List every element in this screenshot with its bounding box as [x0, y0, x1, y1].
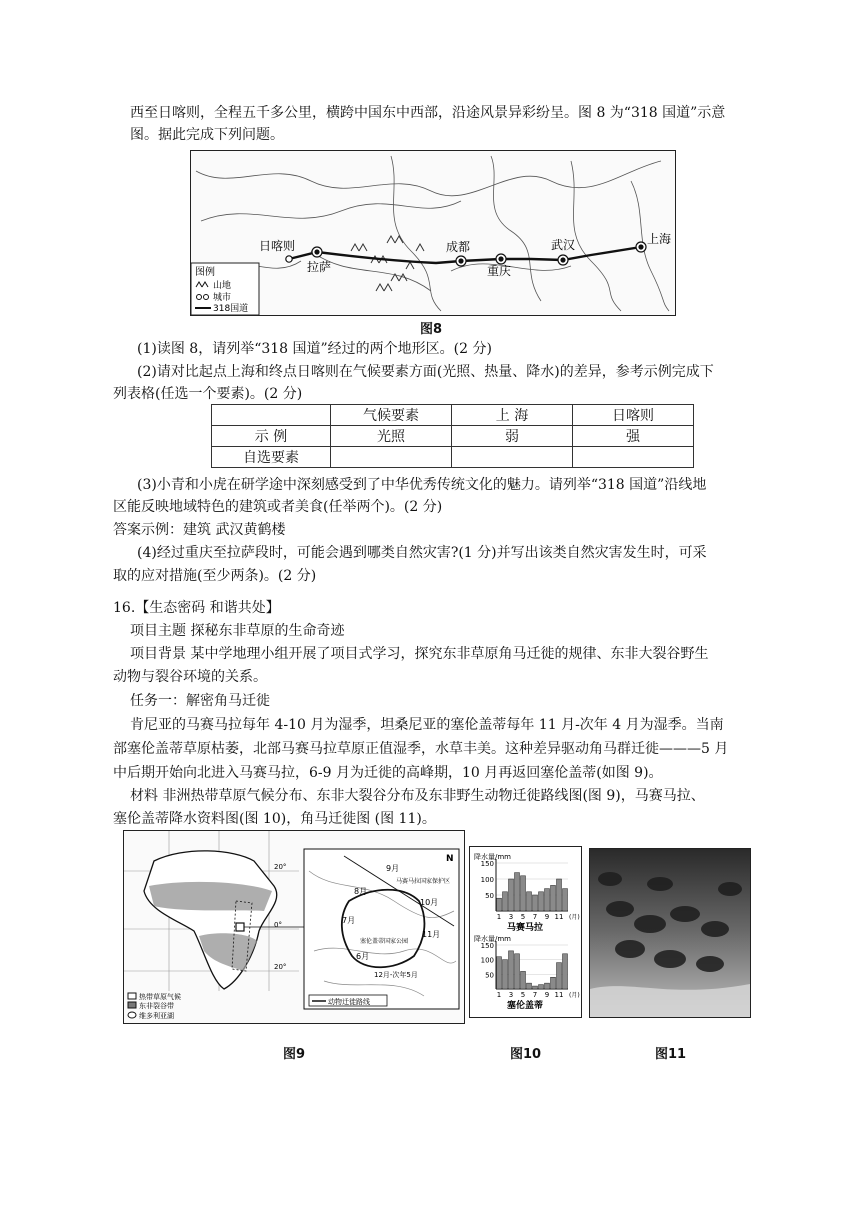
rain-bar [539, 892, 544, 911]
table-cell: 光照 [331, 426, 452, 447]
svg-text:维多利亚湖: 维多利亚湖 [139, 1012, 174, 1020]
x-tick-label: 1 [496, 913, 502, 921]
rain-bar [533, 986, 538, 989]
rain-bar [551, 977, 556, 989]
route-legend-label: 动物迁徙路线 [328, 998, 370, 1006]
legend-city: 城市 [213, 293, 232, 303]
svg-text:热带草原气候: 热带草原气候 [139, 993, 181, 1001]
svg-text:9月: 9月 [386, 864, 400, 873]
paragraph-line-3: 中后期开始向北进入马赛马拉，6-9 月为迁徙的高峰期，10 月再返回塞伦盖蒂(如图 9)。 [113, 765, 663, 781]
city-rikaze: 日喀则 [259, 239, 296, 253]
city-chongqing: 重庆 [487, 264, 512, 278]
material-line-2: 塞伦盖蒂降水资料图(图 10)，角马迁徙图 (图 11)。 [113, 811, 436, 827]
question-2-line-2: 列表格(任选一个要素)。(2 分) [113, 386, 303, 402]
y-tick-label: 50 [485, 892, 494, 900]
rain-bar [521, 971, 526, 989]
africa-outline [144, 851, 277, 989]
climate-comparison-table [211, 404, 694, 468]
rain-bar [509, 879, 514, 911]
y-tick-label: 100 [480, 956, 494, 965]
table-cell: 强 [573, 426, 694, 447]
question-1: (1)读图 8，请列举“318 国道”经过的两个地形区。(2 分) [137, 341, 492, 357]
svg-text:20°: 20° [274, 863, 287, 871]
project-background-2: 动物与裂谷环境的关系。 [113, 669, 267, 685]
legend-savanna-icon [128, 993, 136, 999]
svg-text:6月: 6月 [356, 952, 370, 961]
savanna-south [199, 933, 257, 971]
x-tick-label: 7 [532, 991, 538, 999]
table-row [212, 426, 694, 447]
y-tick-label: 50 [485, 971, 494, 980]
svg-text:12月-次年5月: 12月-次年5月 [374, 971, 418, 979]
task-1: 任务一：解密角马迁徙 [130, 693, 270, 709]
x-tick-label: 9 [544, 991, 550, 999]
chart-ylabel: 降水量/mm [474, 853, 511, 861]
north-arrow-icon: N [446, 854, 454, 864]
x-tick-label: 9 [544, 913, 550, 921]
fig11-caption: 图11 [655, 1047, 687, 1062]
city-chengdu: 成都 [446, 240, 471, 254]
svg-text:20°: 20° [274, 963, 287, 971]
legend-title: 图例 [195, 267, 215, 278]
project-theme: 项目主题 探秘东非草原的生命奇迹 [130, 623, 345, 639]
fig8-caption: 图8 [420, 322, 443, 337]
x-unit-label: (月) [569, 914, 580, 921]
intro-line-1: 西至日喀则，全程五千多公里，横跨中国东中西部，沿途风景异彩纷呈。图 8 为“318 国道”示意 [130, 105, 726, 121]
legend-lake-icon [128, 1012, 136, 1018]
table-cell: 日喀则 [573, 405, 694, 426]
question-16-title: 16.【生态密码 和谐共处】 [113, 600, 280, 616]
rain-bar [497, 898, 502, 911]
legend-road: 318国道 [213, 304, 249, 314]
chart-ylabel: 降水量/mm [474, 935, 511, 943]
x-tick-label: 11 [554, 913, 564, 921]
svg-text:11月: 11月 [422, 930, 441, 939]
rain-bar [509, 951, 514, 989]
wildebeest-photo [589, 848, 751, 1018]
svg-text:10月: 10月 [420, 898, 439, 907]
rainfall-charts-svg [470, 847, 581, 1017]
wildebeest-photo-svg [590, 849, 750, 1017]
rain-bar [503, 960, 508, 989]
answer-input-cell[interactable] [573, 447, 694, 468]
chart-title: 塞伦盖蒂 [506, 1001, 544, 1011]
svg-text:8月: 8月 [354, 887, 368, 896]
x-tick-label: 5 [520, 913, 526, 921]
answer-input-cell[interactable] [331, 447, 452, 468]
y-tick-label: 150 [480, 860, 494, 868]
svg-text:东非裂谷带: 东非裂谷带 [139, 1002, 174, 1010]
rain-bar [515, 954, 520, 989]
table-cell: 上 海 [452, 405, 573, 426]
city-wuhan: 武汉 [551, 238, 576, 252]
svg-text:7月: 7月 [342, 916, 356, 925]
migration-map-svg [124, 831, 464, 1023]
rain-bar [557, 963, 562, 989]
paragraph-line-1: 肯尼亚的马赛马拉每年 4-10 月为湿季，坦桑尼亚的塞伦盖蒂每年 11 月-次年 4 月为湿季。当南 [130, 717, 724, 733]
fig9-caption: 图9 [283, 1047, 306, 1062]
rain-bar [539, 985, 544, 989]
table-cell: 示 例 [212, 426, 331, 447]
route-map-svg [191, 151, 675, 315]
table-header-row [212, 405, 694, 426]
answer-input-cell[interactable] [452, 447, 573, 468]
answer-example: 答案示例：建筑 武汉黄鹤楼 [113, 522, 286, 538]
rain-bar [545, 983, 550, 989]
rain-bar [551, 885, 556, 911]
rain-bar [503, 892, 508, 911]
rain-bar [557, 879, 562, 911]
intro-line-2: 图。据此完成下列问题。 [130, 127, 284, 143]
x-tick-label: 11 [554, 991, 564, 999]
x-tick-label: 3 [508, 913, 514, 921]
city-lasa: 拉萨 [307, 260, 332, 274]
rain-bar [515, 873, 520, 911]
table-row [212, 447, 694, 468]
city-shanghai: 上海 [647, 232, 672, 246]
x-tick-label: 5 [520, 991, 526, 999]
question-4-line-2: 取的应对措施(至少两条)。(2 分) [113, 568, 317, 584]
legend-rift-icon [128, 1002, 136, 1008]
paragraph-line-2: 部塞伦盖蒂草原枯萎，北部马赛马拉草原正值湿季，水草丰美。这种差异驱动角马群迁徙———5 月 [113, 741, 729, 757]
y-tick-label: 100 [480, 876, 494, 884]
x-unit-label: (月) [569, 992, 580, 999]
rain-bar [533, 895, 538, 911]
question-3-line-1: (3)小青和小虎在研学途中深刻感受到了中华优秀传统文化的魅力。请列举“318 国道”沿线地 [137, 477, 707, 493]
svg-text:马赛马拉国家保护区: 马赛马拉国家保护区 [396, 878, 451, 885]
x-tick-label: 3 [508, 991, 514, 999]
question-4-line-1: (4)经过重庆至拉萨段时，可能会遇到哪类自然灾害?(1 分)并写出该类自然灾害发生时，可采 [137, 545, 707, 561]
svg-text:塞伦盖蒂国家公园: 塞伦盖蒂国家公园 [360, 938, 409, 945]
project-background-1: 项目背景 某中学地理小组开展了项目式学习，探究东非草原角马迁徙的规律、东非大裂谷野生 [130, 646, 709, 662]
rain-bar [527, 983, 532, 989]
x-tick-label: 1 [496, 991, 502, 999]
fig10-caption: 图10 [510, 1047, 542, 1062]
rain-bar [497, 957, 502, 989]
route-map [190, 150, 676, 316]
chart-title: 马赛马拉 [506, 923, 544, 933]
rain-bar [563, 889, 568, 911]
mountain-symbols [351, 236, 424, 291]
question-3-line-2: 区能反映地域特色的建筑或者美食(任举两个)。(2 分) [113, 499, 443, 515]
table-cell: 弱 [452, 426, 573, 447]
migration-map [123, 830, 465, 1024]
rainfall-charts [469, 846, 582, 1018]
question-2-line-1: (2)请对比起点上海和终点日喀则在气候要素方面(光照、热量、降水)的差异，参考示例完成下 [137, 364, 714, 380]
table-cell: 自选要素 [212, 447, 331, 468]
table-cell [212, 405, 331, 426]
y-tick-label: 150 [480, 942, 494, 950]
rain-bar [521, 876, 526, 911]
legend-mountain: 山地 [213, 281, 232, 291]
x-tick-label: 7 [532, 913, 538, 921]
rain-bar [527, 892, 532, 911]
rain-bar [563, 954, 568, 989]
svg-text:0°: 0° [274, 921, 282, 929]
rain-bar [545, 889, 550, 911]
table-cell: 气候要素 [331, 405, 452, 426]
material-line-1: 材料 非洲热带草原气候分布、东非大裂谷分布及东非野生动物迁徙路线图(图 9)，马赛马拉、 [130, 788, 705, 804]
